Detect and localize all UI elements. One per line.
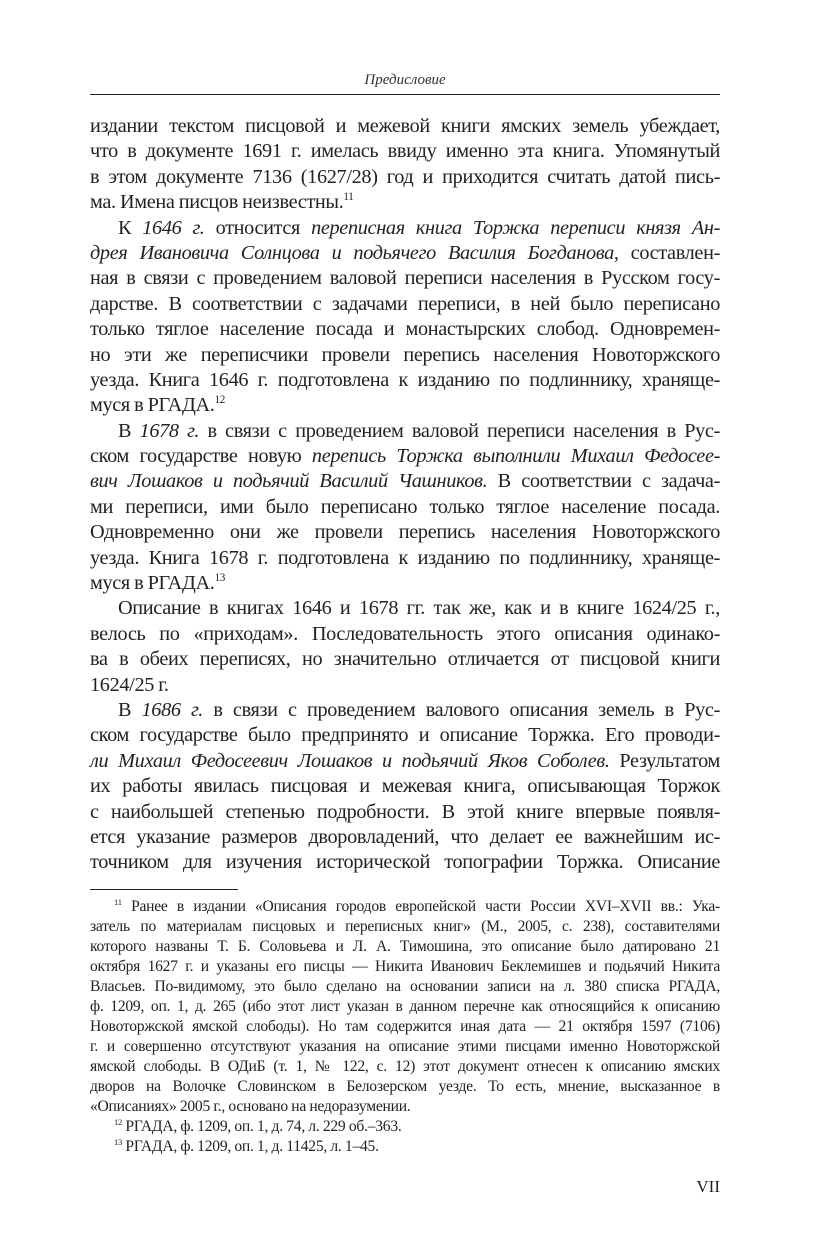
text: 1624/25 г. (90, 673, 169, 696)
text-line (90, 698, 720, 723)
text: В соответствии с задача- (487, 470, 720, 493)
italic-text: 1678 г. (139, 419, 200, 442)
text-line (90, 266, 720, 291)
text: ма. Имена писцов неизвестны. (90, 191, 344, 214)
footnote-line (90, 957, 720, 977)
footnote-line (90, 1137, 720, 1157)
text: Власьев. По-видимому, это было сделано на основании записи на л. 380 списка РГАДА, (90, 978, 720, 995)
footnote-line (90, 1057, 720, 1077)
body-text (90, 114, 720, 876)
text-line (90, 622, 720, 647)
text-line (90, 825, 720, 850)
footnote-ref: 12 (114, 1117, 123, 1127)
text: муся в РГАДА. (90, 572, 215, 595)
italic-text: 1646 г. (142, 216, 205, 239)
text: затель по материалам писцовых и переписных книг» (М., 2005, с. 238), составителями (90, 918, 720, 935)
text: точником для изучения исторической топографии Торжка. Описание (90, 851, 720, 874)
footnote-ref: 13 (214, 572, 225, 585)
text: велось по «приходам». Последовательность этого описания одинако- (90, 622, 720, 645)
text: ва в обеих переписях, но значительно отличается от писцовой книги (90, 648, 720, 671)
text-line (90, 165, 720, 190)
text-line (90, 190, 720, 215)
running-header: Предисловие (364, 72, 446, 88)
text: октября 1627 г. и указаны его писцы — Никита Иванович Беклемишев и подьячий Никита (90, 958, 720, 975)
text-line (90, 749, 720, 774)
footnote-ref: 11 (114, 897, 122, 907)
text: В (118, 698, 142, 721)
footnote-line (90, 1117, 720, 1137)
text: что в документе 1691 г. имелась ввиду именно эта книга. Упомянутый (90, 140, 720, 163)
footnotes (90, 897, 720, 1157)
italic-text: вич Лошаков и подьячий Василий Чашников. (90, 470, 488, 493)
footnote-line (90, 997, 720, 1017)
text: уезда. Книга 1646 г. подготовлена к изданию по подлиннику, хранящe- (90, 368, 720, 391)
text-line (90, 546, 720, 571)
italic-text: 1686 г. (141, 698, 204, 721)
text: их работы явилась писцовая и межевая книга, описывающая Торжок (90, 775, 720, 798)
text: ф. 1209, оп. 1, д. 265 (ибо этот лист указан в данном перечне как относящийся к описанию (90, 998, 720, 1015)
footnote-separator (90, 889, 238, 890)
text-line (90, 800, 720, 825)
text-line (90, 139, 720, 164)
text: ется указание размеров дворовладений, что делает ее важнейшим ис- (90, 825, 720, 848)
text: издании текстом писцовой и межевой книги ямских земель убеждает, (90, 115, 720, 137)
text-line (90, 520, 720, 545)
text: г. и совершенно отсутствуют указания на описание этими писцами именно Новоторжской (90, 1038, 720, 1055)
text-line (90, 368, 720, 393)
footnote-line (90, 1077, 720, 1097)
text: дворов на Волочке Словинском в Белозерском уезде. То есть, мнение, высказанное в (90, 1078, 720, 1095)
italic-text: ли Михаил Федосеевич Лошаков и подьячий Яков Соболев. (90, 749, 610, 772)
text: В (118, 419, 140, 442)
footnote-ref: 11 (343, 191, 354, 204)
text: дарстве. В соответствии с задачами переписи, в ней было переписано (90, 292, 720, 315)
text: с наибольшей степенью подробности. В этой книге впервые появля- (90, 800, 720, 823)
text-line (90, 114, 720, 139)
page-number: VII (696, 1177, 720, 1196)
text: Новоторжской ямской слободы). Но там содержится иная дата — 21 октября 1597 (7106) (90, 1018, 720, 1035)
text-line (90, 723, 720, 748)
text: относится (204, 216, 312, 239)
text-line (90, 850, 720, 875)
text: в связи с проведением валового описания земель в Рус- (203, 698, 720, 721)
text: Ранее в издании «Описания городов европейской части России XVI–XVII вв.: Ука- (121, 898, 720, 915)
text: ми переписи, ими было переписано только тяглое население посада. (90, 495, 720, 518)
italic-text: переписная книга Торжка переписи князя Ан- (311, 216, 720, 239)
text-line (90, 216, 720, 241)
text: «Описаниях» 2005 г., основано на недоразумении. (90, 1098, 411, 1115)
text-line (90, 444, 720, 469)
text-line (90, 317, 720, 342)
text: в этом документе 7136 (1627/28) год и приходится считать датой пись- (90, 165, 720, 188)
text: ная в связи с проведением валовой переписи населения в Русском госу- (90, 267, 720, 290)
footnote-line (90, 1017, 720, 1037)
text-line (90, 495, 720, 520)
text-line (90, 774, 720, 799)
text-line (90, 241, 720, 266)
header-rule (90, 94, 720, 95)
text: только тяглое население посада и монастырских слобод. Одновремен- (90, 318, 720, 341)
text: в связи с проведением валовой переписи населения в Рус- (199, 419, 720, 442)
footnote-ref: 12 (214, 394, 225, 407)
text: ском государстве новую (90, 445, 312, 468)
text-line (90, 419, 720, 444)
text: РГАДА, ф. 1209, оп. 1, д. 74, л. 229 об.–363. (122, 1118, 402, 1135)
text: которого названы Т. Б. Соловьева и Л. А. Тимошина, это описание было датировано 21 (90, 938, 720, 955)
footnote-line (90, 977, 720, 997)
text-line (90, 393, 720, 418)
text: РГАДА, ф. 1209, оп. 1, д. 11425, л. 1–45. (122, 1138, 379, 1155)
text: уезда. Книга 1678 г. подготовлена к изданию по подлиннику, хранящe- (90, 546, 720, 569)
footnote-line (90, 897, 720, 917)
italic-text: дрея Ивановича Солнцова и подьячего Василия Богданова, (90, 241, 619, 264)
text: ском государстве было предпринято и описание Торжка. Его проводи- (90, 724, 720, 747)
footnote-line (90, 937, 720, 957)
text-line (90, 343, 720, 368)
text: но эти же переписчики провели перепись населения Новоторжского (90, 343, 720, 366)
italic-text: перепись Торжка выполнили Михаил Федосее- (311, 445, 720, 468)
text: составлен- (618, 241, 720, 264)
text: муся в РГАДА. (90, 394, 215, 417)
text-line (90, 292, 720, 317)
footnote-line (90, 1097, 720, 1117)
text: ямской слободы. В ОДиБ (т. 1, № 122, с. 12) этот документ отнесен к описанию ямских (90, 1058, 720, 1075)
text: Описание в книгах 1646 и 1678 гг. так же, как и в книге 1624/25 г., (118, 597, 720, 620)
text-line (90, 673, 720, 698)
text-line (90, 469, 720, 494)
text-line (90, 596, 720, 621)
text-line (90, 571, 720, 596)
footnote-line (90, 1037, 720, 1057)
footnote-ref: 13 (114, 1137, 123, 1147)
text: К (118, 216, 143, 239)
footnote-line (90, 917, 720, 937)
text: Результатом (609, 749, 720, 772)
text: Одновременно они же провели перепись населения Новоторжского (90, 521, 720, 544)
text-line (90, 647, 720, 672)
